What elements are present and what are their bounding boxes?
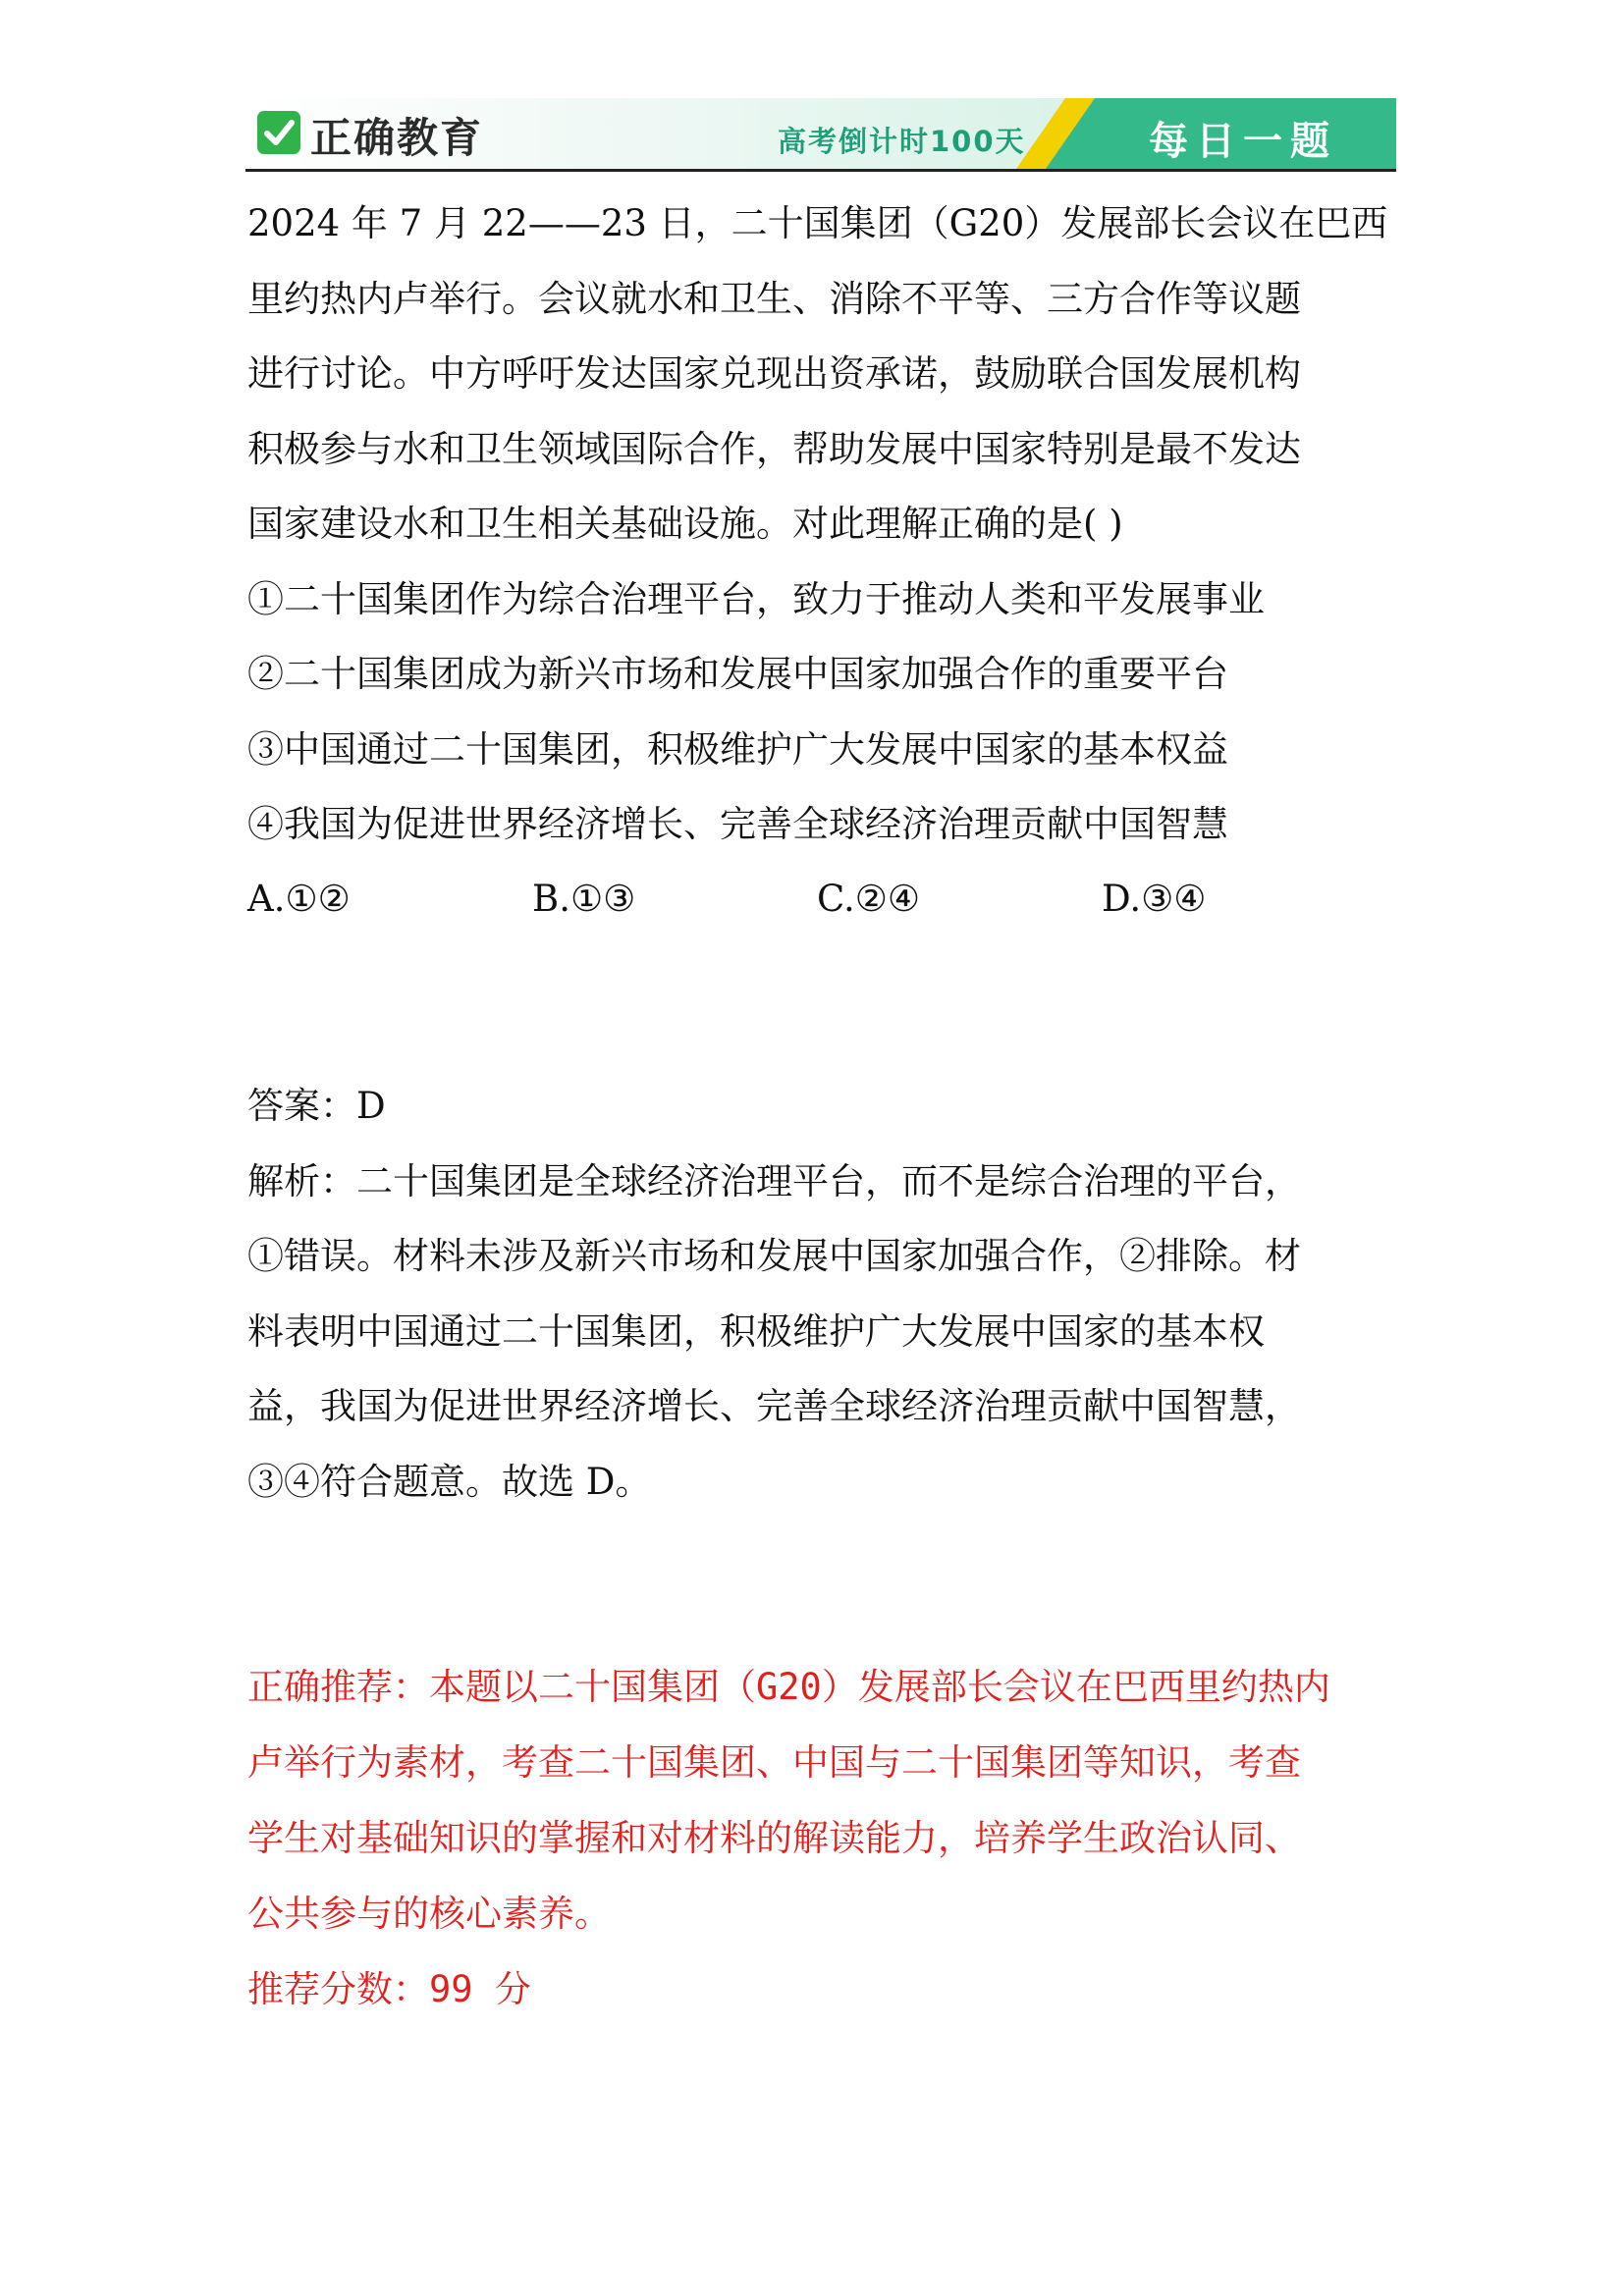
header-divider: [245, 169, 1396, 172]
analysis-line: 解析：二十国集团是全球经济治理平台，而不是综合治理的平台，: [247, 1159, 1301, 1202]
option-d: D.③④: [1102, 878, 1207, 920]
option-c: C.②④: [817, 878, 921, 920]
question-line: 国家建设水和卫生相关基础设施。对此理解正确的是( ): [247, 503, 1123, 545]
recommendation-line: 卢举行为素材，考查二十国集团、中国与二十国集团等知识，考查: [247, 1741, 1301, 1784]
statement-2: ②二十国集团成为新兴市场和发展中国家加强合作的重要平台: [247, 653, 1228, 695]
countdown-text: 高考倒计时100天: [778, 125, 1026, 158]
question-line: 进行讨论。中方呼吁发达国家兑现出资承诺，鼓励联合国发展机构: [247, 352, 1301, 395]
option-b: B.①③: [532, 878, 636, 920]
check-logo-icon: [257, 111, 300, 154]
statement-4: ④我国为促进世界经济增长、完善全球经济治理贡献中国智慧: [247, 803, 1228, 845]
question-line: 积极参与水和卫生领域国际合作，帮助发展中国家特别是最不发达: [247, 427, 1301, 470]
statement-1: ①二十国集团作为综合治理平台，致力于推动人类和平发展事业: [247, 577, 1265, 620]
option-a: A.①②: [247, 878, 351, 920]
question-line: 里约热内卢举行。会议就水和卫生、消除不平等、三方合作等议题: [247, 277, 1301, 320]
question-line: 2024 年 7 月 22——23 日，二十国集团（G20）发展部长会议在巴西: [247, 202, 1388, 244]
question-stem: [247, 187, 1386, 863]
recommendation-section: [247, 1649, 1386, 2027]
answer-line: 答案：D: [247, 1085, 386, 1127]
analysis-line: ①错误。材料未涉及新兴市场和发展中国家加强合作，②排除。材: [247, 1235, 1301, 1277]
brand-logo-text: 正确教育: [310, 114, 484, 162]
answer-options: [247, 862, 1386, 936]
analysis-line: ③④符合题意。故选 D。: [247, 1460, 652, 1503]
statement-3: ③中国通过二十国集团，积极维护广大发展中国家的基本权益: [247, 727, 1228, 771]
daily-question-label: 每日一题: [1149, 119, 1337, 164]
recommendation-line: 公共参与的核心素养。: [247, 1893, 611, 1935]
recommendation-line: 学生对基础知识的掌握和对材料的解读能力，培养学生政治认同、: [247, 1817, 1301, 1859]
header-banner: [245, 98, 1396, 169]
recommendation-line: 正确推荐：本题以二十国集团（G20）发展部长会议在巴西里约热内: [247, 1666, 1330, 1708]
recommended-score: 推荐分数：99 分: [247, 1968, 531, 2010]
analysis-line: 益，我国为促进世界经济增长、完善全球经济治理贡献中国智慧，: [247, 1385, 1301, 1427]
analysis-line: 料表明中国通过二十国集团，积极维护广大发展中国家的基本权: [247, 1309, 1265, 1353]
answer-section: [247, 1069, 1386, 1520]
